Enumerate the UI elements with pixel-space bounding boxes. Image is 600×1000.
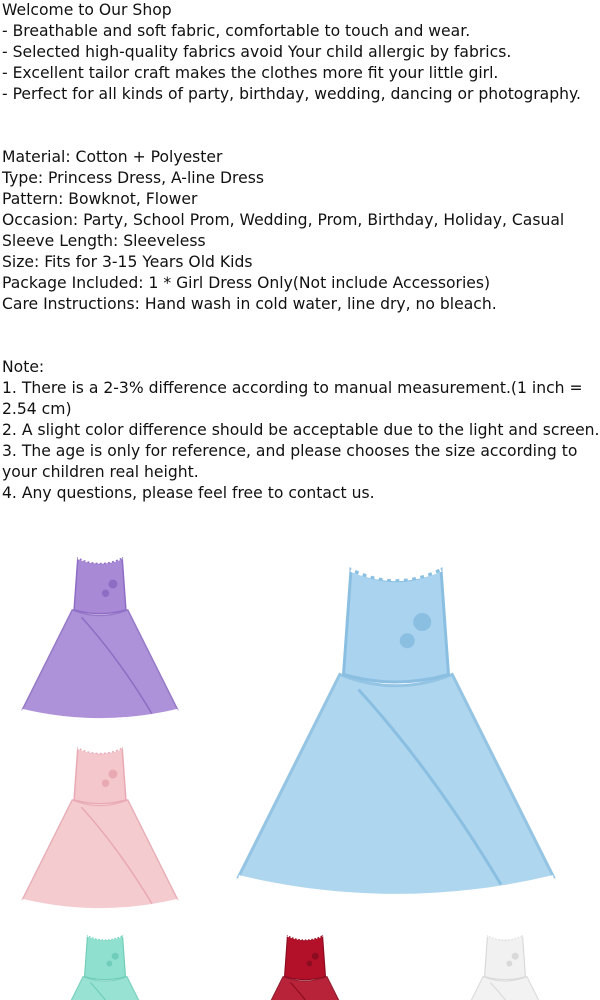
mint-dress-photo <box>30 927 180 1000</box>
spec-care: Care Instructions: Hand wash in cold water, line dry, no bleach. <box>2 295 497 313</box>
note-item: 4. Any questions, please feel free to contact us. <box>2 484 375 502</box>
note-item: 2. A slight color difference should be acceptable due to the light and screen. <box>2 421 600 439</box>
spec-occasion: Occasion: Party, School Prom, Wedding, Prom, Birthday, Holiday, Casual <box>2 211 565 229</box>
spec-type: Type: Princess Dress, A-line Dress <box>2 169 264 187</box>
feature-bullet: - Breathable and soft fabric, comfortable to touch and wear. <box>2 22 471 40</box>
red-dress-photo <box>230 927 380 1000</box>
purple-dress-photo <box>5 547 195 732</box>
note-item: 1. There is a 2-3% difference according to manual measurement.(1 inch = 2.54 cm) <box>2 379 583 418</box>
spec-pattern: Pattern: Bowknot, Flower <box>2 190 198 208</box>
spec-size: Size: Fits for 3-15 Years Old Kids <box>2 253 253 271</box>
feature-bullet: - Perfect for all kinds of party, birthday, wedding, dancing or photography. <box>2 85 581 103</box>
product-description <box>2 0 600 504</box>
spec-sleeve: Sleeve Length: Sleeveless <box>2 232 206 250</box>
product-gallery <box>0 527 600 1000</box>
pink-dress-photo <box>5 737 195 922</box>
spec-package: Package Included: 1 * Girl Dress Only(Not include Accessories) <box>2 274 491 292</box>
white-dress-photo <box>430 927 580 1000</box>
welcome-heading: Welcome to Our Shop <box>2 1 172 19</box>
feature-bullet: - Excellent tailor craft makes the clothes more fit your little girl. <box>2 64 499 82</box>
note-item: 3. The age is only for reference, and please chooses the size according to your children real height. <box>2 442 578 481</box>
blue-dress-photo <box>200 547 592 922</box>
spec-material: Material: Cotton + Polyester <box>2 148 223 166</box>
feature-bullet: - Selected high-quality fabrics avoid Your child allergic by fabrics. <box>2 43 512 61</box>
note-heading: Note: <box>2 358 45 376</box>
